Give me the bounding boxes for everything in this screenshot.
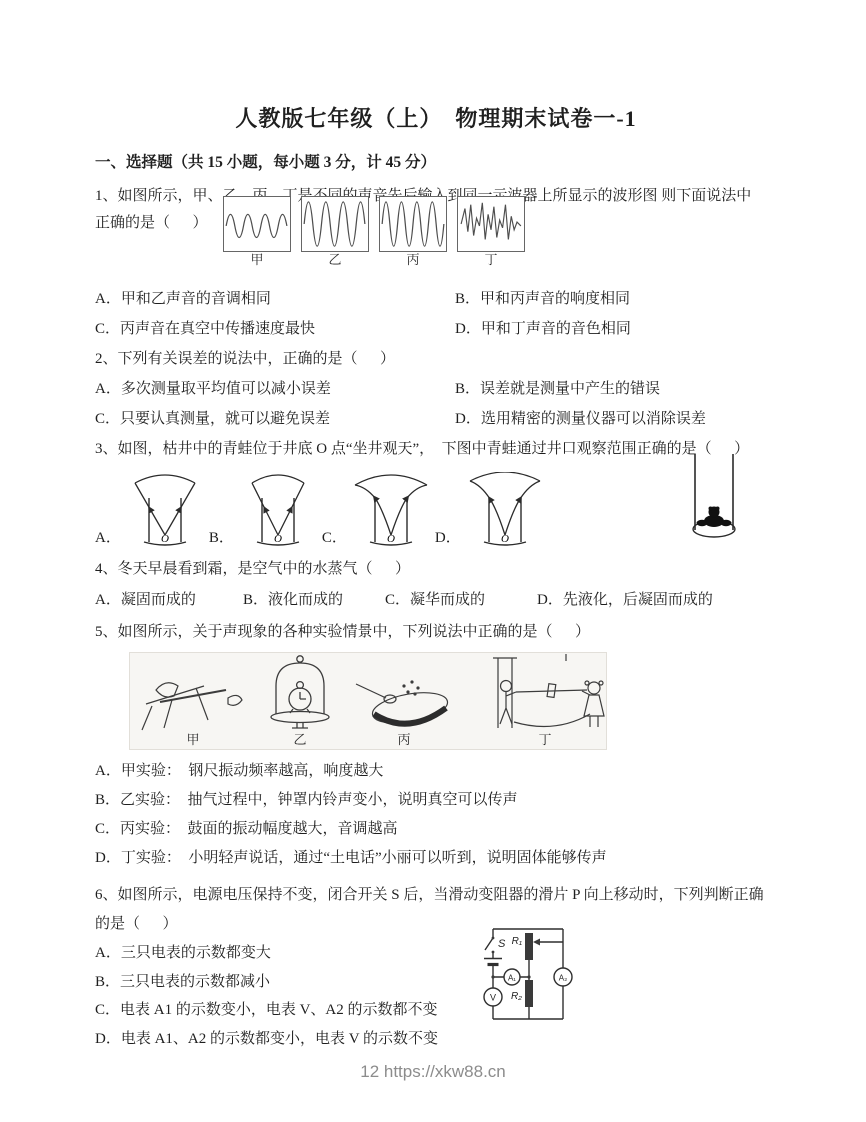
q2-options — [95, 374, 777, 434]
drum-experiment-icon — [352, 670, 456, 732]
well-view-a-figure — [125, 472, 205, 550]
frog-icon — [697, 507, 732, 528]
ammeter2-label: A₂ — [558, 973, 568, 983]
well-view-d-figure — [465, 472, 545, 550]
resistor-label: R₂ — [510, 991, 522, 1002]
ruler-experiment-figure — [138, 666, 248, 747]
waveform-ding-icon — [457, 196, 525, 252]
waveform-jia-figure — [223, 196, 291, 267]
well-point-o-label: O — [500, 533, 509, 545]
rheostat-symbol — [525, 933, 533, 960]
q3-choice-a-label: A． — [95, 530, 121, 546]
waveform-yi-icon — [301, 196, 369, 252]
frog-in-well-figure — [681, 450, 747, 546]
q4-option-c: C．凝华而成的 — [385, 592, 486, 608]
bell-jar-experiment-figure — [262, 654, 338, 747]
waveform-bing-figure — [379, 196, 447, 267]
question-4 — [95, 554, 777, 615]
q3-stem: 3、如图，枯井中的青蛙位于井底 O 点“坐井观天”， 下图中青蛙通过井口观察范围正确的是（ ） — [95, 441, 750, 457]
q5-option-b: B．乙实验： 抽气过程中，钟罩内铃声变小，说明真空可以传声 — [95, 792, 518, 808]
page-footer: 12 https://xkw88.cn — [360, 1062, 506, 1081]
q4-option-a: A．凝固而成的 — [95, 592, 196, 608]
waveform-label: 丁 — [484, 252, 498, 267]
circuit-diagram-figure — [473, 919, 587, 1035]
well-point-o-label: O — [160, 533, 169, 545]
ammeter1-label: A₁ — [507, 973, 517, 983]
well-view-b-figure — [238, 472, 318, 550]
q1-waveform-figures — [223, 196, 525, 267]
q2-option-a: A．多次测量取平均值可以减小误差 — [95, 381, 331, 397]
section-heading: 一、选择题（共 15 小题，每小题 3 分，计 45 分） — [95, 154, 437, 171]
waveform-yi-figure — [301, 196, 369, 267]
well-point-o-label: O — [273, 533, 282, 545]
q4-options — [95, 585, 777, 615]
q6-option-a: A．三只电表的示数都变大 — [95, 945, 271, 961]
q6-option-b: B．三只电表的示数都减小 — [95, 973, 271, 990]
waveform-ding-figure — [457, 196, 525, 267]
exam-page — [95, 104, 777, 1053]
q5-option-d: D．丁实验： 小明轻声说话，通过“土电话”小丽可以听到，说明固体能够传声 — [95, 850, 607, 866]
question-3 — [95, 434, 777, 550]
q5-options — [95, 757, 777, 873]
q1-options — [95, 284, 777, 344]
q3-choice-d-label: D． — [434, 530, 461, 546]
string-telephone-experiment-icon — [470, 652, 620, 732]
q1-option-d: D．甲和丁声音的音色相同 — [455, 321, 631, 337]
ruler-experiment-icon — [138, 666, 248, 732]
q5-option-a: A．甲实验： 钢尺振动频率越高，响度越大 — [95, 763, 384, 779]
q1-option-a: A．甲和乙声音的音调相同 — [95, 291, 271, 307]
q2-option-d: D．选用精密的测量仪器可以消除误差 — [455, 411, 706, 427]
switch-label: S — [498, 938, 506, 950]
q1-stem-line1: 1、如图所示，甲、乙、丙、丁是不同的声音先后输入到同一示波器上所显示的波形图 则下面说法中 — [95, 188, 752, 204]
rheostat-label: R₁ — [511, 936, 522, 947]
figure-label: 丁 — [538, 732, 552, 747]
question-2 — [95, 344, 777, 434]
bell-jar-experiment-icon — [262, 654, 338, 732]
voltmeter-label: V — [489, 992, 497, 1003]
q1-option-c: C．丙声音在真空中传播速度最快 — [95, 321, 316, 337]
figure-label: 乙 — [293, 732, 307, 747]
q6-options — [95, 939, 777, 1053]
question-5 — [95, 617, 777, 873]
question-6 — [95, 881, 777, 1053]
q5-experiment-figures — [129, 652, 607, 750]
waveform-label: 甲 — [250, 252, 264, 267]
q6-stem-line1: 6、如图所示，电源电压保持不变，闭合开关 S 后，当滑动变阻器的滑片 P 向上移动时，下列判断正确 — [95, 887, 764, 903]
q1-option-b: B．甲和丙声音的响度相同 — [455, 291, 631, 307]
drum-experiment-figure — [352, 670, 456, 747]
waveform-label: 乙 — [328, 252, 342, 267]
waveform-bing-icon — [379, 196, 447, 252]
q5-stem: 5、如图所示，关于声现象的各种实验情景中，下列说法中正确的是（ ） — [95, 624, 591, 640]
q2-option-b: B．误差就是测量中产生的错误 — [455, 381, 661, 397]
figure-label: 丙 — [397, 732, 411, 747]
q6-option-d: D．电表 A1、A2 的示数都变小，电表 V 的示数不变 — [95, 1030, 439, 1047]
q1-stem-line2: 正确的是（ ） — [95, 215, 208, 231]
well-point-o-label: O — [386, 533, 395, 545]
q4-stem: 4、冬天早晨看到霜，是空气中的水蒸气（ ） — [95, 561, 411, 577]
waveform-label: 丙 — [406, 252, 420, 267]
well-view-c-figure — [351, 472, 431, 550]
q4-option-d: D．先液化，后凝固而成的 — [537, 592, 713, 608]
q3-choice-c-label: C． — [321, 530, 347, 546]
q6-stem-line2: 的是（ ） — [95, 916, 178, 932]
q2-stem: 2、下列有关误差的说法中，正确的是（ ） — [95, 351, 396, 367]
q4-option-b: B．液化而成的 — [243, 592, 344, 608]
q3-figure-row — [95, 466, 777, 550]
waveform-jia-icon — [223, 196, 291, 252]
q3-choice-b-label: B． — [208, 530, 234, 546]
page-title: 人教版七年级（上） 物理期末试卷一-1 — [235, 106, 637, 131]
q5-option-c: C．丙实验： 鼓面的振动幅度越大，音调越高 — [95, 821, 398, 837]
question-1 — [95, 183, 777, 344]
resistor-symbol — [525, 980, 533, 1007]
string-telephone-experiment-figure — [470, 652, 620, 747]
slider-arrow-icon — [533, 939, 540, 946]
q2-option-c: C．只要认真测量，就可以避免误差 — [95, 411, 331, 427]
q6-option-c: C．电表 A1 的示数变小，电表 V、A2 的示数都不变 — [95, 1002, 438, 1018]
figure-label: 甲 — [186, 732, 200, 747]
